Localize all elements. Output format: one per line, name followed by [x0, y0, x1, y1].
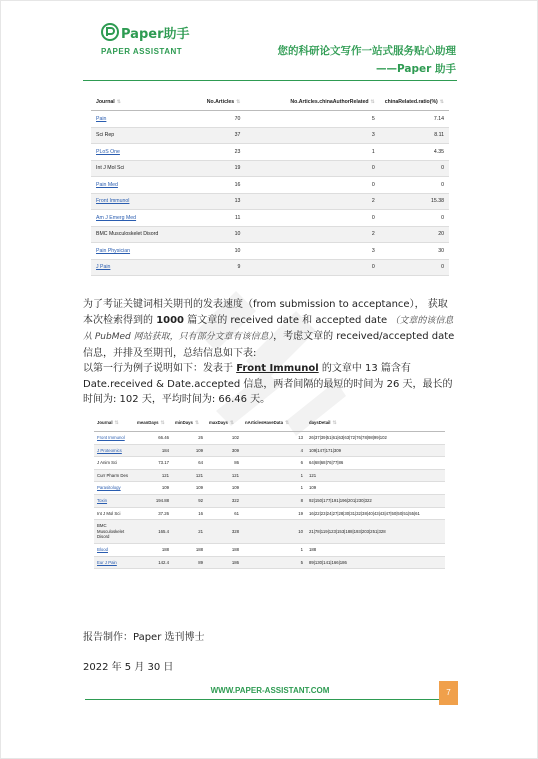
- min-days-cell: 109: [172, 444, 206, 457]
- table-row: [91, 160, 449, 177]
- table-row: [91, 177, 449, 194]
- max-days-cell: 328: [206, 520, 242, 544]
- publication-speed-table: [94, 414, 445, 569]
- table-row: [94, 556, 445, 569]
- column-header-days-detail[interactable]: daysDetail ⇅: [306, 414, 445, 432]
- journal-cell[interactable]: [94, 556, 134, 569]
- sort-icon: ⇅: [229, 419, 235, 426]
- example-explanation-paragraph: 以第一行为例子说明如下：发表于 Front Immunol 的文章中 13 篇含有 Date.received & Date.accepted 信息，两者间隔的最短的时间为 26 天，最长的时间为: 102 天，平均时间为: 66.46 天。: [83, 363, 453, 405]
- sort-icon: ⇅: [332, 419, 337, 426]
- days-detail-cell: 109: [306, 482, 445, 495]
- china-related-cell: 5: [245, 111, 379, 128]
- mean-days-cell: 184: [134, 444, 172, 457]
- table-row: [94, 457, 445, 470]
- mean-days-cell: 109: [134, 482, 172, 495]
- max-days-cell: 186: [206, 556, 242, 569]
- journal-link[interactable]: Eur J Pain: [97, 559, 117, 565]
- sort-icon: ⇅: [160, 419, 165, 426]
- max-days-cell: 309: [206, 444, 242, 457]
- n-articles-cell: 10: [242, 520, 306, 544]
- column-header-journal[interactable]: Journal ⇅: [94, 414, 134, 432]
- journal-cell[interactable]: [94, 543, 134, 556]
- sort-icon: ⇅: [439, 98, 444, 105]
- days-detail-cell: 16|22|23|24|27|28|30|31|32|38|40|43|43|47|50|50|51|55|61: [306, 507, 445, 520]
- journal-cell[interactable]: [91, 111, 195, 128]
- example-journal-name: Front Immunol: [236, 363, 319, 374]
- header-slogan: 您的科研论文写作一站式服务贴心助理: [277, 45, 456, 57]
- ratio-cell: 4.35: [380, 144, 449, 161]
- column-header-mean-days[interactable]: meanDays ⇅: [134, 414, 172, 432]
- max-days-cell: 121: [206, 469, 242, 482]
- table-row: [91, 259, 449, 276]
- article-count: 1000: [156, 314, 185, 326]
- n-articles-cell: 1: [242, 543, 306, 556]
- days-detail-cell: 64|68|68|76|77|86: [306, 457, 445, 470]
- column-header-journal[interactable]: Journal ⇅: [91, 93, 195, 111]
- report-author: 报告制作：Paper 选刊博士: [83, 632, 205, 643]
- table-row: [94, 494, 445, 507]
- articles-cell: 10: [195, 226, 245, 243]
- china-related-cell: 0: [245, 259, 379, 276]
- articles-cell: 13: [195, 193, 245, 210]
- min-days-cell: 188: [172, 543, 206, 556]
- ratio-cell: 8.11: [380, 127, 449, 144]
- page-number-badge: 7: [439, 681, 458, 705]
- journal-link[interactable]: Front Immunol: [97, 435, 125, 440]
- table-row: [94, 543, 445, 556]
- n-articles-cell: 1: [242, 482, 306, 495]
- journal-link[interactable]: Parasitology: [97, 485, 121, 491]
- journal-link[interactable]: PLoS One: [96, 148, 120, 155]
- column-header-n-articles[interactable]: nArticlesHaveData ⇅: [242, 414, 306, 432]
- header-divider: [83, 80, 457, 81]
- table-row: [91, 226, 449, 243]
- journal-cell[interactable]: [91, 193, 195, 210]
- journal-link[interactable]: Am J Emerg Med: [96, 214, 137, 221]
- mean-days-cell: 165.4: [134, 520, 172, 544]
- journal-cell[interactable]: [91, 259, 195, 276]
- mean-days-cell: 194.88: [134, 494, 172, 507]
- n-articles-cell: 5: [242, 556, 306, 569]
- table-row: [91, 111, 449, 128]
- mean-days-cell: 188: [134, 543, 172, 556]
- journal-link[interactable]: J Proteomics: [97, 447, 122, 453]
- max-days-cell: 188: [206, 543, 242, 556]
- journal-cell[interactable]: [91, 177, 195, 194]
- journal-cell: BMC Musculoskelet Disord: [91, 226, 195, 243]
- journal-cell: Curr Pharm Des: [94, 469, 134, 482]
- min-days-cell: 26: [172, 432, 206, 445]
- column-header-min-days[interactable]: minDays ⇅: [172, 414, 206, 432]
- journal-link[interactable]: Toxin: [97, 497, 108, 503]
- china-related-cell: 0: [245, 210, 379, 227]
- mean-days-cell: 142.4: [134, 556, 172, 569]
- n-articles-cell: 1: [242, 469, 306, 482]
- journal-cell[interactable]: [91, 210, 195, 227]
- articles-cell: 16: [195, 177, 245, 194]
- table-row: [91, 127, 449, 144]
- journal-link[interactable]: Pain Med: [96, 181, 118, 188]
- china-related-cell: 2: [245, 193, 379, 210]
- table-row: [94, 469, 445, 482]
- articles-cell: 11: [195, 210, 245, 227]
- n-articles-cell: 4: [242, 444, 306, 457]
- days-detail-cell: 26|37|39|51|61|63|63|72|76|78|98|99|102: [306, 432, 445, 445]
- journal-link[interactable]: Pain: [96, 115, 107, 122]
- journal-cell[interactable]: [91, 144, 195, 161]
- articles-cell: 10: [195, 243, 245, 260]
- column-header-china-related[interactable]: No.Articles.chinaAuthorRelated ⇅: [245, 93, 379, 111]
- days-detail-cell: 21|78|119|123|153|188|193|203|251|328: [306, 520, 445, 544]
- n-articles-cell: 13: [242, 432, 306, 445]
- ratio-cell: 15.38: [380, 193, 449, 210]
- mean-days-cell: 37.26: [134, 507, 172, 520]
- journal-cell[interactable]: [94, 432, 134, 445]
- journal-cell: J Anim Sci: [94, 457, 134, 470]
- speed-intro-paragraph: 为了考证关键词相关期刊的发表速度（from submission to acceptance）， 获取本次检索得到的 1000 篇文章的 received date 和 accepted date （文章的该信息从 PubMed 网站获取，只有部分文章有该信息），考虑文章的 received/accepted date 信息，并排及至期刊，总结信息如下表:: [83, 299, 455, 359]
- china-related-cell: 3: [245, 243, 379, 260]
- china-related-cell: 0: [245, 177, 379, 194]
- journal-cell[interactable]: [94, 494, 134, 507]
- ratio-cell: 20: [380, 226, 449, 243]
- mean-days-cell: 66.46: [134, 432, 172, 445]
- mean-days-cell: 121: [134, 469, 172, 482]
- n-articles-cell: 8: [242, 494, 306, 507]
- footer-divider: [85, 699, 457, 700]
- column-header-max-days[interactable]: maxDays ⇅: [206, 414, 242, 432]
- table-row: [94, 432, 445, 445]
- articles-cell: 37: [195, 127, 245, 144]
- min-days-cell: 109: [172, 482, 206, 495]
- table-row: [94, 444, 445, 457]
- column-header-ratio[interactable]: chinaRelated.ratio(%) ⇅: [380, 93, 449, 111]
- ratio-cell: 0: [380, 177, 449, 194]
- journal-china-ratio-table: [91, 93, 449, 276]
- min-days-cell: 92: [172, 494, 206, 507]
- table-header-row: [94, 414, 445, 432]
- paper-assistant-logo-icon: [101, 23, 119, 41]
- table-row: [91, 144, 449, 161]
- journal-cell[interactable]: [94, 444, 134, 457]
- journal-cell: Int J Mol Sci: [94, 507, 134, 520]
- sort-icon: ⇅: [236, 98, 241, 105]
- ratio-cell: 0: [380, 259, 449, 276]
- sort-icon: ⇅: [194, 419, 200, 426]
- table-row: [91, 210, 449, 227]
- sort-icon: ⇅: [370, 98, 375, 105]
- footer-website-link[interactable]: WWW.PAPER-ASSISTANT.COM: [210, 686, 330, 695]
- china-related-cell: 2: [245, 226, 379, 243]
- journal-cell[interactable]: [91, 243, 195, 260]
- journal-link[interactable]: Blood: [97, 546, 108, 552]
- min-days-cell: 21: [172, 520, 206, 544]
- articles-cell: 23: [195, 144, 245, 161]
- n-articles-cell: 6: [242, 457, 306, 470]
- ratio-cell: 30: [380, 243, 449, 260]
- china-related-cell: 1: [245, 144, 379, 161]
- column-header-articles[interactable]: No.Articles ⇅: [195, 93, 245, 111]
- report-date: 2022 年 5 月 30 日: [83, 662, 174, 673]
- max-days-cell: 322: [206, 494, 242, 507]
- ratio-cell: 0: [380, 160, 449, 177]
- sort-icon: ⇅: [114, 419, 119, 426]
- mean-days-cell: 73.17: [134, 457, 172, 470]
- n-articles-cell: 19: [242, 507, 306, 520]
- journal-cell: Int J Mol Sci: [91, 160, 195, 177]
- journal-cell: BMC Musculoskelet Disord: [94, 520, 134, 544]
- header-slogan-signature: ——Paper 助手: [376, 63, 456, 75]
- journal-cell: Sci Rep: [91, 127, 195, 144]
- max-days-cell: 61: [206, 507, 242, 520]
- min-days-cell: 16: [172, 507, 206, 520]
- sort-icon: ⇅: [284, 419, 290, 426]
- logo-subtitle: PAPER ASSISTANT: [101, 47, 183, 56]
- min-days-cell: 121: [172, 469, 206, 482]
- articles-cell: 19: [195, 160, 245, 177]
- min-days-cell: 64: [172, 457, 206, 470]
- days-detail-cell: 92|150|177|191|196|201|230|322: [306, 494, 445, 507]
- table-header-row: [91, 93, 449, 111]
- source-note: （文章的该信息从 PubMed 网站获取，只有部分文章有该信息）: [83, 315, 454, 342]
- days-detail-cell: 89|130|141|166|186: [306, 556, 445, 569]
- table-row: [94, 520, 445, 544]
- min-days-cell: 89: [172, 556, 206, 569]
- table-row: [94, 507, 445, 520]
- logo-text: Paper助手: [121, 27, 190, 42]
- journal-link[interactable]: Pain Physician: [96, 247, 131, 254]
- ratio-cell: 0: [380, 210, 449, 227]
- days-detail-cell: 121: [306, 469, 445, 482]
- days-detail-cell: 109|147|171|309: [306, 444, 445, 457]
- journal-cell[interactable]: [94, 482, 134, 495]
- china-related-cell: 0: [245, 160, 379, 177]
- china-related-cell: 3: [245, 127, 379, 144]
- days-detail-cell: 188: [306, 543, 445, 556]
- sort-icon: ⇅: [116, 98, 121, 105]
- articles-cell: 9: [195, 259, 245, 276]
- max-days-cell: 109: [206, 482, 242, 495]
- table-row: [94, 482, 445, 495]
- max-days-cell: 102: [206, 432, 242, 445]
- ratio-cell: 7.14: [380, 111, 449, 128]
- max-days-cell: 86: [206, 457, 242, 470]
- journal-link[interactable]: J Pain: [96, 264, 111, 271]
- articles-cell: 70: [195, 111, 245, 128]
- table-row: [91, 193, 449, 210]
- journal-link[interactable]: Front Immunol: [96, 198, 130, 205]
- table-row: [91, 243, 449, 260]
